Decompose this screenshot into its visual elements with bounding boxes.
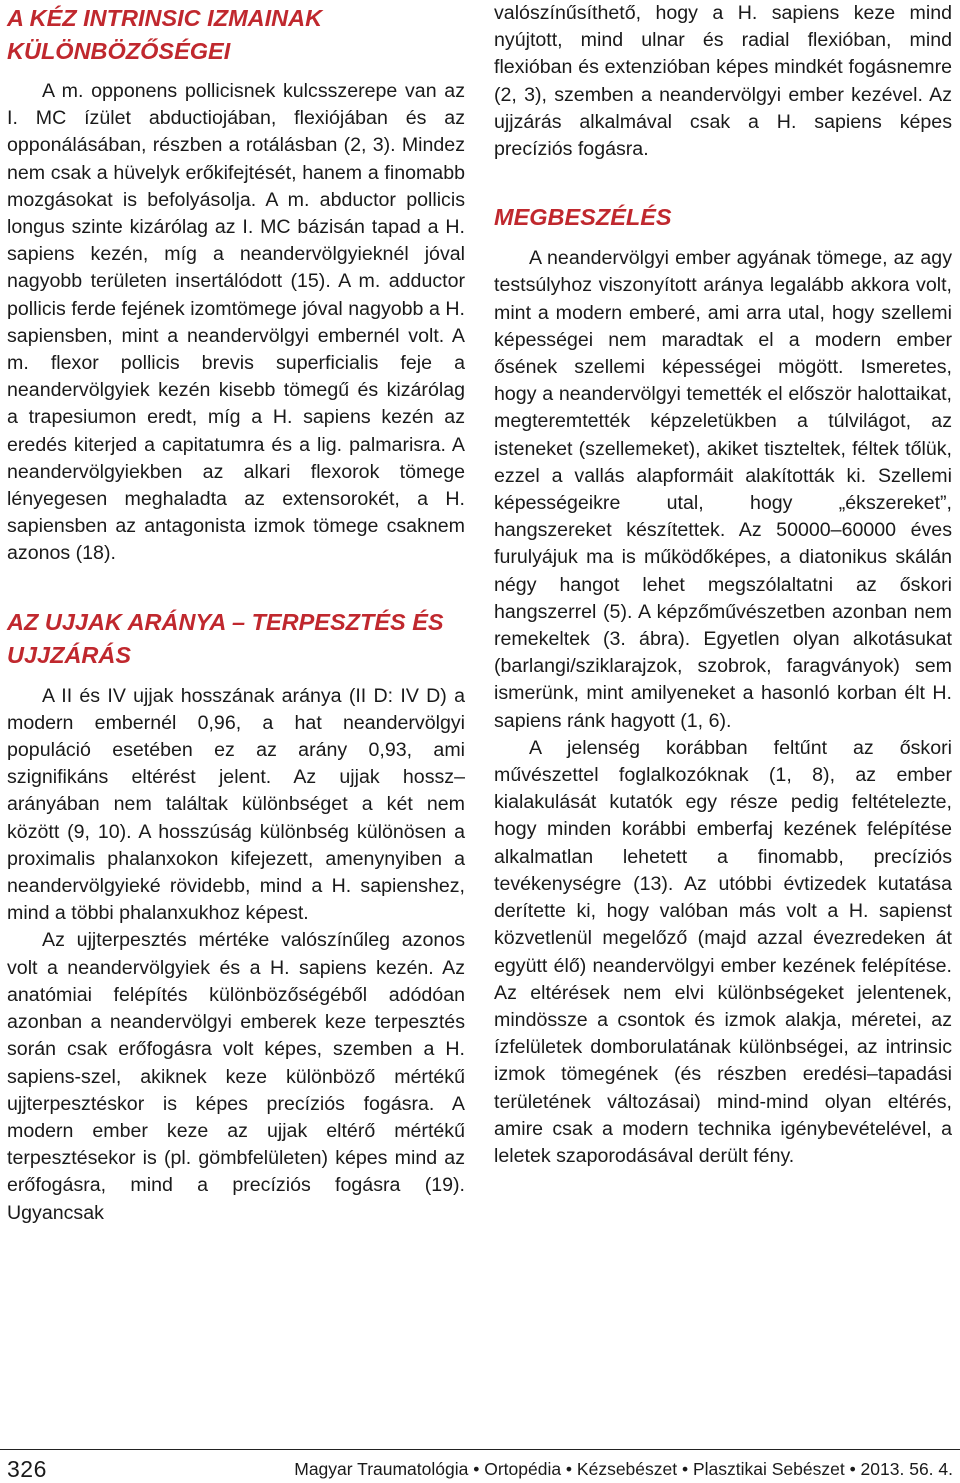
paragraph-intrinsic-muscles: A m. opponens pollicisnek kulcsszerepe van az I. MC ízület abductiojában, flexiójában és az opponálásában, részben a rotálásban (2, 3). Mindez nem csak a hüvelyk erőkifejtését, hanem a finomabb mozgásokat is befolyásolja. A m. abductor pollicis longus szinte kizárólag az I. MC bázisán tapad a H. sapiens kezén, míg a neandervölgyieknél jóval nagyobb területen insertálódott (15). A m. adductor pollicis ferde fejének izomtömege jóval nagyobb a H. sapiensben, mint a neandervölgyi embernél volt. A m. flexor pollicis brevis superficialis feje a neandervölgyiek kezén kisebb tömegű és kizárólag a trapesiumon eredt, míg a H. sapiens kezén az eredés kiterjed a capitatumra és a lig. palmarisra. A neandervölgyiekben az alkari flexorok tömege lényegesen meghaladta az extensorokét, a H. sapiensben az antagonista izmok tömege csaknem azonos (18). xyxy=(7,80,465,565)
paragraph-discussion-1: A neandervölgyi ember agyának tömege, az agy testsúlyhoz viszonyított aránya legalább akkora volt, mint a modern emberé, ami arra utal, hogy szellemi képességei nem maradtak el a modern ember ősének szellemi képességei mögött. Ismeretes, hogy a neandervölgyi temették el először halottaikat, megteremtették képzeletükben a túlvilágot, az isteneket (szellemeket), akiket tiszteltek, féltek tőlük, ezzel a vallás alapformáit alakították ki. Szellemi képességeikre utal, hogy „ékszereket”, hangszereket készítettek. Az 50000–60000 éves furulyájuk ma is működőképes, a diatonikus skálán négy hangot lehet megszólaltatni az őskori hangszerrel (5). A képzőművészetben azonban nem remekeltek (3. ábra). Egyetlen olyan alkotásukat (barlangi/sziklarajzok, szobrok, faragványok) sem ismerünk, mint amilyeneket a hasonló korban élt H. sapiens ránk hagyott (1, 6). xyxy=(494,247,952,732)
paragraph-finger-ratio: A II és IV ujjak hosszának aránya (II D: IV D) a modern embernél 0,96, a hat neandervölgyi populáció esetében ez az arány 0,93, ami szignifikáns eltérést jelent. Az ujjak hossz–arányában nem találtak különbséget a két nem között (9, 10). A hosszúság különbség különösen a proximalis phalanxokon kifejezett, amenynyiben a neandervölgyieké rövidebb, mind a H. sapienshez, mind a többi phalanxukhoz képest. xyxy=(7,684,465,925)
paragraph-finger-spread: Az ujjterpesztés mértéke valószínűleg azonos volt a neandervölgyiek és a H. sapiens kezén. Az anatómiai felépítés különbözőségéből adódóan azonban a neandervölgyi emberek keze terpesztés során csak erőfogásra volt képes, szemben a H. sapiens-szel, akiknek keze különböző mértékű ujjterpesztéskor is képes precíziós fogásra. A modern ember keze az ujjak eltérő mértékű terpesztésekor is (pl. gömbfelületen) képes mind az erőfogásra, mind a precíziós fogásra (19). Ugyancsak xyxy=(7,929,465,1224)
journal-citation: Magyar Traumatológia • Ortopédia • Kézsebészet • Plasztikai Sebészet • 2013. 56. 4. xyxy=(294,1459,953,1479)
section-heading-discussion: MEGBESZÉLÉS xyxy=(494,204,672,231)
section-heading-intrinsic-muscles: A KÉZ INTRINSIC IZMAINAK KÜLÖNBÖZŐSÉGEI xyxy=(7,5,323,64)
right-column xyxy=(494,0,952,1170)
paragraph-continuation: valószínűsíthető, hogy a H. sapiens keze mind nyújtott, mind ulnar és radial flexióban, mind flexióban és extenzióban képes mindkét fogásnemre (2, 3), szemben a neandervölgyi ember kezével. Az ujjzárás alkalmával csak a H. sapiens képes precíziós fogásra. xyxy=(494,2,952,161)
page-footer xyxy=(0,1449,960,1483)
page-number: 326 xyxy=(7,1456,47,1482)
left-column xyxy=(7,0,465,1227)
section-heading-finger-ratio: AZ UJJAK ARÁNYA – TERPESZTÉS ÉS UJJZÁRÁS xyxy=(7,608,444,668)
paragraph-discussion-2: A jelenség korábban feltűnt az őskori művészettel foglalkozóknak (1, 8), az ember kialakulását kutatók egy része pedig feltételezte, hogy minden korábbi emberfaj kezének felépítése alkalmatlan lehetett a finomabb, precíziós tevékenységre (13). Az utóbbi évtizedek kutatása derítette ki, hogy valóban más volt a H. sapienst közvetlenül megelőző (majd azzal évezredeken át együtt élő) neandervölgyi ember kezének felépítése. Az eltérések nem elvi különbségeket jelentenek, mindössze a csontok és izmok alakja, méretei, az ízfelületek domborulatának különbségei, az intrinsic izmok tömegének (és részben eredési–tapadási területének változásai) mind-mind olyan eltérés, amire csak a modern technika igénybevételével, a leletek szaporodásával derült fény. xyxy=(494,736,952,1167)
